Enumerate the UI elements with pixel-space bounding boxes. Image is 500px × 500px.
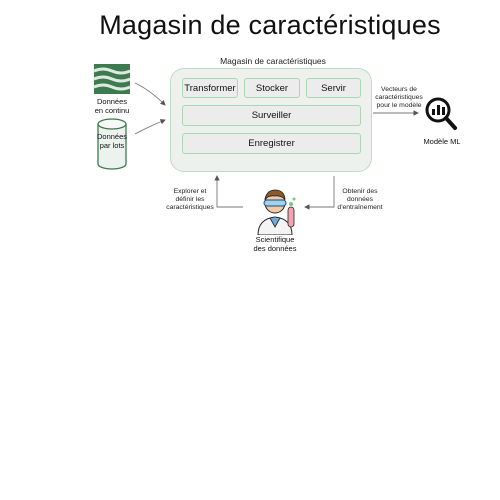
ml-model-label: Modèle ML [423, 137, 461, 146]
arrow-batch-to-store [135, 120, 165, 134]
streaming-data-label: Données en continu [94, 97, 130, 115]
register-button: Enregistrer [182, 133, 361, 154]
batch-data-label: Données par lots [96, 132, 128, 150]
transform-button: Transformer [182, 78, 238, 98]
arrow-scientist-to-store [217, 176, 243, 207]
data-scientist-icon [250, 183, 300, 235]
store-button: Stocker [244, 78, 300, 98]
page-title: Magasin de caractéristiques [99, 10, 441, 40]
arrow-store-to-scientist [305, 176, 334, 207]
monitor-button: Surveiller [182, 105, 361, 126]
data-scientist-label: Scientifique des données [253, 235, 297, 253]
obtain-training-data-label: Obtenir des données d'entraînement [337, 188, 383, 211]
feature-vectors-label: Vecteurs de caractéristiques pour le modèle [375, 86, 423, 109]
ml-model-icon [424, 96, 458, 132]
streaming-data-icon [94, 64, 130, 94]
explore-features-label: Explorer et définir les caractéristiques [166, 188, 214, 211]
serve-button: Servir [306, 78, 361, 98]
feature-store-label: Magasin de caractéristiques [220, 56, 326, 66]
